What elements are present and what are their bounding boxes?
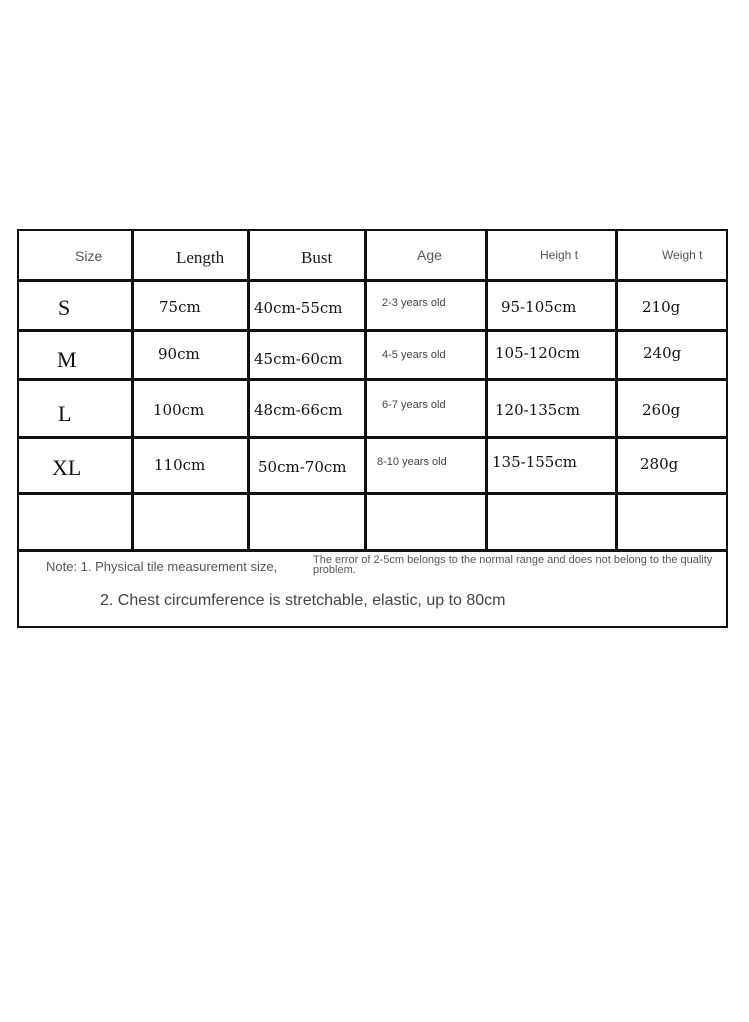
bust-cell: 50cm-70cm — [258, 458, 347, 476]
row-divider — [19, 436, 726, 439]
age-cell: 2-3 years old — [382, 297, 446, 309]
weight-cell: 240g — [643, 344, 682, 362]
size-cell: S — [58, 295, 71, 320]
column-divider — [615, 231, 618, 550]
length-cell: 90cm — [158, 345, 200, 363]
row-divider — [19, 492, 726, 495]
length-cell: 100cm — [153, 401, 205, 419]
bust-cell: 48cm-66cm — [254, 401, 343, 419]
row-divider — [19, 378, 726, 381]
bust-cell: 40cm-55cm — [254, 299, 343, 317]
length-cell: 110cm — [154, 456, 206, 474]
header-size: Size — [75, 248, 103, 264]
weight-cell: 280g — [640, 455, 679, 473]
age-cell: 8-10 years old — [377, 456, 447, 468]
column-divider — [485, 231, 488, 550]
size-cell: XL — [52, 455, 82, 480]
size-cell: M — [57, 347, 77, 372]
header-length: Length — [176, 248, 225, 267]
column-divider — [131, 231, 134, 550]
header-age: Age — [417, 247, 442, 263]
row-divider — [19, 279, 726, 282]
bust-cell: 45cm-60cm — [254, 350, 343, 368]
height-cell: 120-135cm — [495, 401, 580, 419]
header-height: Heigh t — [540, 248, 579, 262]
height-cell: 105-120cm — [495, 344, 580, 362]
size-chart-table — [17, 229, 728, 628]
size-cell: L — [58, 401, 72, 426]
weight-cell: 260g — [642, 401, 681, 419]
height-cell: 135-155cm — [492, 453, 577, 471]
note-line-1: Note: 1. Physical tile measurement size, — [46, 559, 278, 574]
note-line-2: 2. Chest circumference is stretchable, elastic, up to 80cm — [100, 592, 506, 609]
note-line-1-continued: The error of 2-5cm belongs to the normal range and does not belong to the quality problem. — [313, 554, 713, 576]
column-divider — [247, 231, 250, 550]
header-weight: Weigh t — [662, 248, 703, 262]
row-divider — [19, 329, 726, 332]
header-bust: Bust — [301, 248, 333, 267]
age-cell: 6-7 years old — [382, 399, 446, 411]
length-cell: 75cm — [159, 298, 201, 316]
row-divider — [19, 549, 726, 552]
height-cell: 95-105cm — [501, 298, 577, 316]
column-divider — [364, 231, 367, 550]
weight-cell: 210g — [642, 298, 681, 316]
age-cell: 4-5 years old — [382, 349, 446, 361]
